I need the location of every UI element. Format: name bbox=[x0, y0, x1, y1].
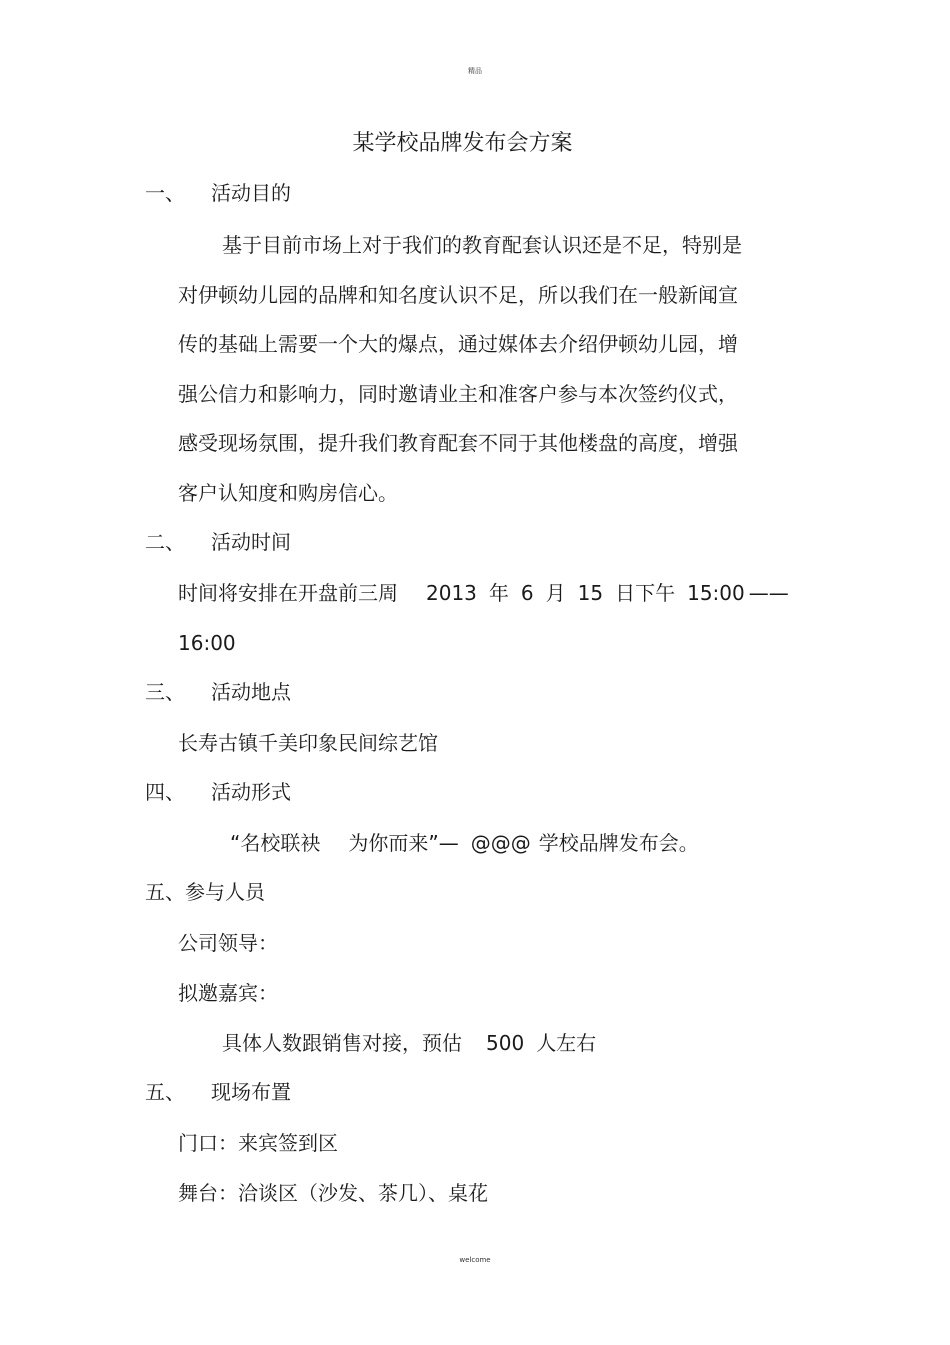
form-part-3: @@@ bbox=[470, 831, 531, 855]
form-part-4: 学校品牌发布会。 bbox=[538, 831, 699, 855]
section-5-heading: 五、参与人员 bbox=[145, 880, 265, 904]
paragraph-line: 客户认知度和购房信心。 bbox=[178, 481, 398, 505]
section-1-heading: 活动目的 bbox=[211, 181, 291, 205]
time-month-unit: 月 bbox=[545, 581, 566, 605]
paragraph-line: 对伊顿幼儿园的品牌和知名度认识不足，所以我们在一般新闻宣 bbox=[178, 283, 738, 307]
time-dash: —— bbox=[748, 581, 789, 605]
section-3-heading: 活动地点 bbox=[211, 680, 291, 704]
section-1-number: 一、 bbox=[145, 181, 185, 205]
time-start: 15:00 bbox=[687, 581, 745, 605]
count-prefix: 具体人数跟销售对接，预估 bbox=[222, 1031, 462, 1055]
time-end: 16:00 bbox=[178, 631, 236, 655]
section-4-heading: 活动形式 bbox=[211, 780, 291, 804]
gate-layout: 门口：来宾签到区 bbox=[178, 1131, 338, 1155]
paragraph-line: 强公信力和影响力，同时邀请业主和准客户参与本次签约仪式， bbox=[178, 382, 738, 406]
count-suffix: 人左右 bbox=[536, 1031, 597, 1055]
section-4-number: 四、 bbox=[145, 780, 185, 804]
invited-guests: 拟邀嘉宾： bbox=[178, 981, 278, 1005]
time-prefix: 时间将安排在开盘前三周 bbox=[178, 581, 398, 605]
event-time-line bbox=[178, 580, 789, 606]
paragraph-line: 基于目前市场上对于我们的教育配套认识还是不足，特别是 bbox=[222, 233, 742, 257]
page-header: 精品 bbox=[468, 67, 482, 75]
page-footer: welcome bbox=[459, 1256, 491, 1264]
time-year: 2013 bbox=[426, 581, 477, 605]
stage-layout: 舞台：洽谈区（沙发、茶几）、桌花 bbox=[178, 1181, 488, 1205]
time-year-unit: 年 bbox=[488, 581, 509, 605]
time-day: 15 bbox=[577, 581, 604, 605]
form-part-2: 为你而来”— bbox=[348, 831, 459, 855]
paragraph-line: 感受现场氛围，提升我们教育配套不同于其他楼盘的高度，增强 bbox=[178, 431, 738, 455]
attendee-count-line bbox=[222, 1030, 596, 1056]
section-6-number: 五、 bbox=[145, 1080, 185, 1104]
time-month: 6 bbox=[520, 581, 534, 605]
section-2-heading: 活动时间 bbox=[211, 530, 291, 554]
company-leaders: 公司领导： bbox=[178, 931, 278, 955]
form-part-1: “名校联袂 bbox=[230, 831, 321, 855]
venue-text: 长寿古镇千美印象民间综艺馆 bbox=[178, 731, 438, 755]
paragraph-line: 传的基础上需要一个大的爆点，通过媒体去介绍伊顿幼儿园，增 bbox=[178, 332, 738, 356]
event-form-line bbox=[230, 830, 699, 856]
time-day-unit: 日下午 bbox=[615, 581, 676, 605]
section-3-number: 三、 bbox=[145, 680, 185, 704]
section-6-heading: 现场布置 bbox=[211, 1080, 291, 1104]
document-title: 某学校品牌发布会方案 bbox=[352, 131, 573, 156]
section-2-number: 二、 bbox=[145, 530, 185, 554]
count-number: 500 bbox=[486, 1031, 525, 1055]
